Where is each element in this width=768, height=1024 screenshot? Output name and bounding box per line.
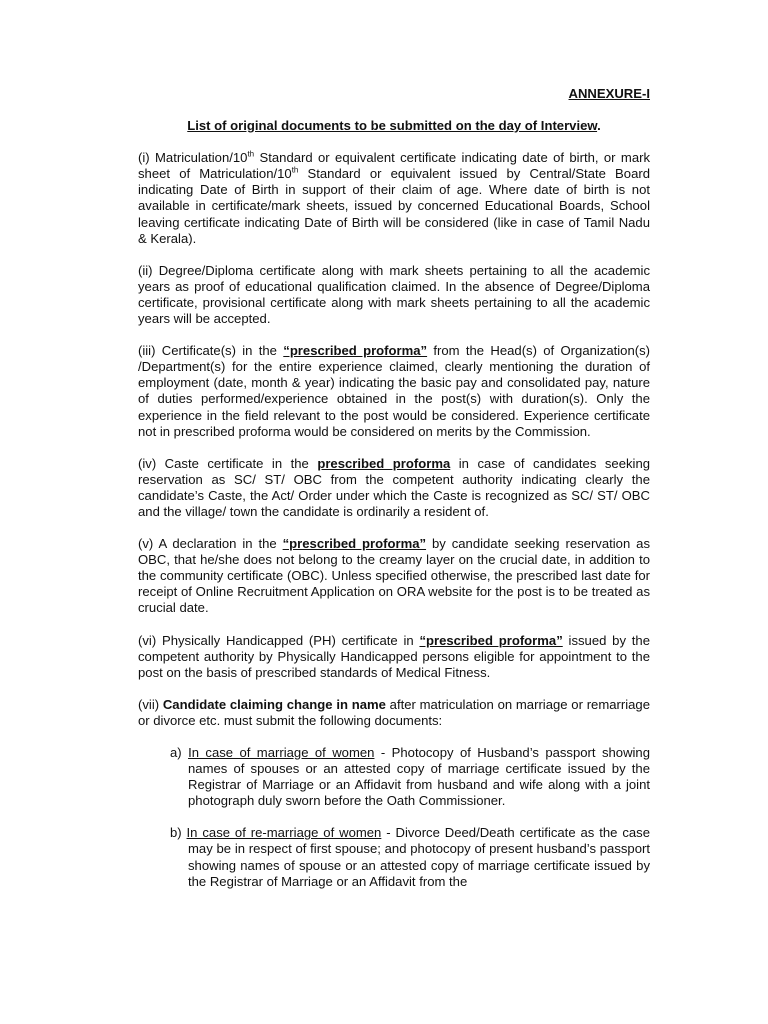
item-vi-before: (vi) Physically Handicapped (PH) certificate in <box>138 632 420 648</box>
item-i-sup2: th <box>291 165 299 175</box>
item-iii-before: (iii) Certificate(s) in the <box>138 343 284 359</box>
item-iv <box>138 456 650 520</box>
document-title-period: . <box>597 118 601 134</box>
item-iv-emphasis: prescribed proforma <box>317 455 451 471</box>
sub-item-a-heading: In case of marriage of women <box>188 745 375 760</box>
item-v <box>138 536 650 616</box>
document-title <box>138 118 650 134</box>
sub-item-b-heading: In case of re-marriage of women <box>186 825 382 841</box>
sub-item-b-label: b) <box>170 825 187 841</box>
item-iii-emphasis: “prescribed proforma” <box>283 343 428 359</box>
item-vi-emphasis: “prescribed proforma” <box>419 632 563 648</box>
item-vii <box>138 697 650 729</box>
item-vii-before: (vii) <box>138 696 163 712</box>
item-iii <box>138 343 650 440</box>
item-i-sup1: th <box>247 149 255 159</box>
sub-item-b-text: - Divorce Deed/Death certificate as the case may be in respect of first spouse; and photocopy of present husband’s passport showing names of spouse or an attested copy of marriage certificate issued by the Registrar of Marriage or an Affidavit from the <box>188 825 650 889</box>
item-i-prefix: (i) Matriculation/10 <box>138 150 248 166</box>
item-iii-after: from the Head(s) of Organization(s) /Department(s) for the entire experience claimed, clearly mentioning the duration of employment (date, month & year) indicating the basic pay and consolidated pay, nature of duties performed/experience obtained in the post(s) with duration(s). Only the experience in the field relevant to the post would be considered. Experience certificate not in prescribed proforma would be considered on merits by the Commission. <box>138 343 650 439</box>
item-vii-emphasis: Candidate claiming change in name <box>162 696 386 712</box>
item-vi <box>138 633 650 681</box>
item-ii: (ii) Degree/Diploma certificate along with mark sheets pertaining to all the academic years as proof of educational qualification claimed. In the absence of Degree/Diploma certificate, provisional certificate along with mark sheets pertaining to all the academic years will be accepted. <box>138 262 650 327</box>
item-v-before: (v) A declaration in the <box>138 536 283 552</box>
item-v-emphasis: “prescribed proforma” <box>282 536 427 552</box>
sub-item-a-text: - Photocopy of Husband’s passport showing names of spouses or an attested copy of marriage certificate issued by the Registrar of Marriage or an Affidavit from husband and wife along with a joint photograph duly sworn before the Oath Commissioner. <box>188 745 651 809</box>
sub-item-a-label: a) <box>170 745 189 760</box>
item-iv-after: in case of candidates seeking reservation as SC/ ST/ OBC from the competent authority indicating clearly the candidate’s Caste, the Act/ Order under which the Caste is recognized as SC/ ST/ OBC and the village/ town the candidate is ordinarily a resident of. <box>138 455 651 519</box>
item-i-mid: Standard or equivalent certificate indicating date of birth, or mark sheet of Matriculation/10 <box>138 150 651 182</box>
document-title-text: List of original documents to be submitted on the day of Interview <box>187 118 598 134</box>
item-vi-after: issued by the competent authority by Physically Handicapped persons eligible for appointment to the post on the basis of prescribed standards of Medical Fitness. <box>138 632 650 680</box>
item-iv-before: (iv) Caste certificate in the <box>138 455 318 471</box>
annexure-heading: ANNEXURE-I <box>568 86 650 101</box>
item-i <box>138 150 650 247</box>
item-i-rest: Standard or equivalent issued by Central/State Board indicating Date of Birth in support of their claim of age. Where date of birth is not available in certificate/mark sheets, issued by concerned Educational Boards, School leaving certificate indicating Date of Birth will be considered (like in case of Tamil Nadu & Kerala). <box>138 166 650 246</box>
sub-item-a <box>170 745 650 809</box>
sub-item-b <box>170 825 650 889</box>
item-v-after: by candidate seeking reservation as OBC, that he/she does not belong to the creamy layer on the crucial date, in addition to the community certificate (OBC). Unless specified otherwise, the prescribed last date for receipt of Online Recruitment Application on ORA website for the post is to be treated as crucial date. <box>138 536 650 616</box>
item-vii-after: after matriculation on marriage or remarriage or divorce etc. must submit the following documents: <box>138 696 650 728</box>
